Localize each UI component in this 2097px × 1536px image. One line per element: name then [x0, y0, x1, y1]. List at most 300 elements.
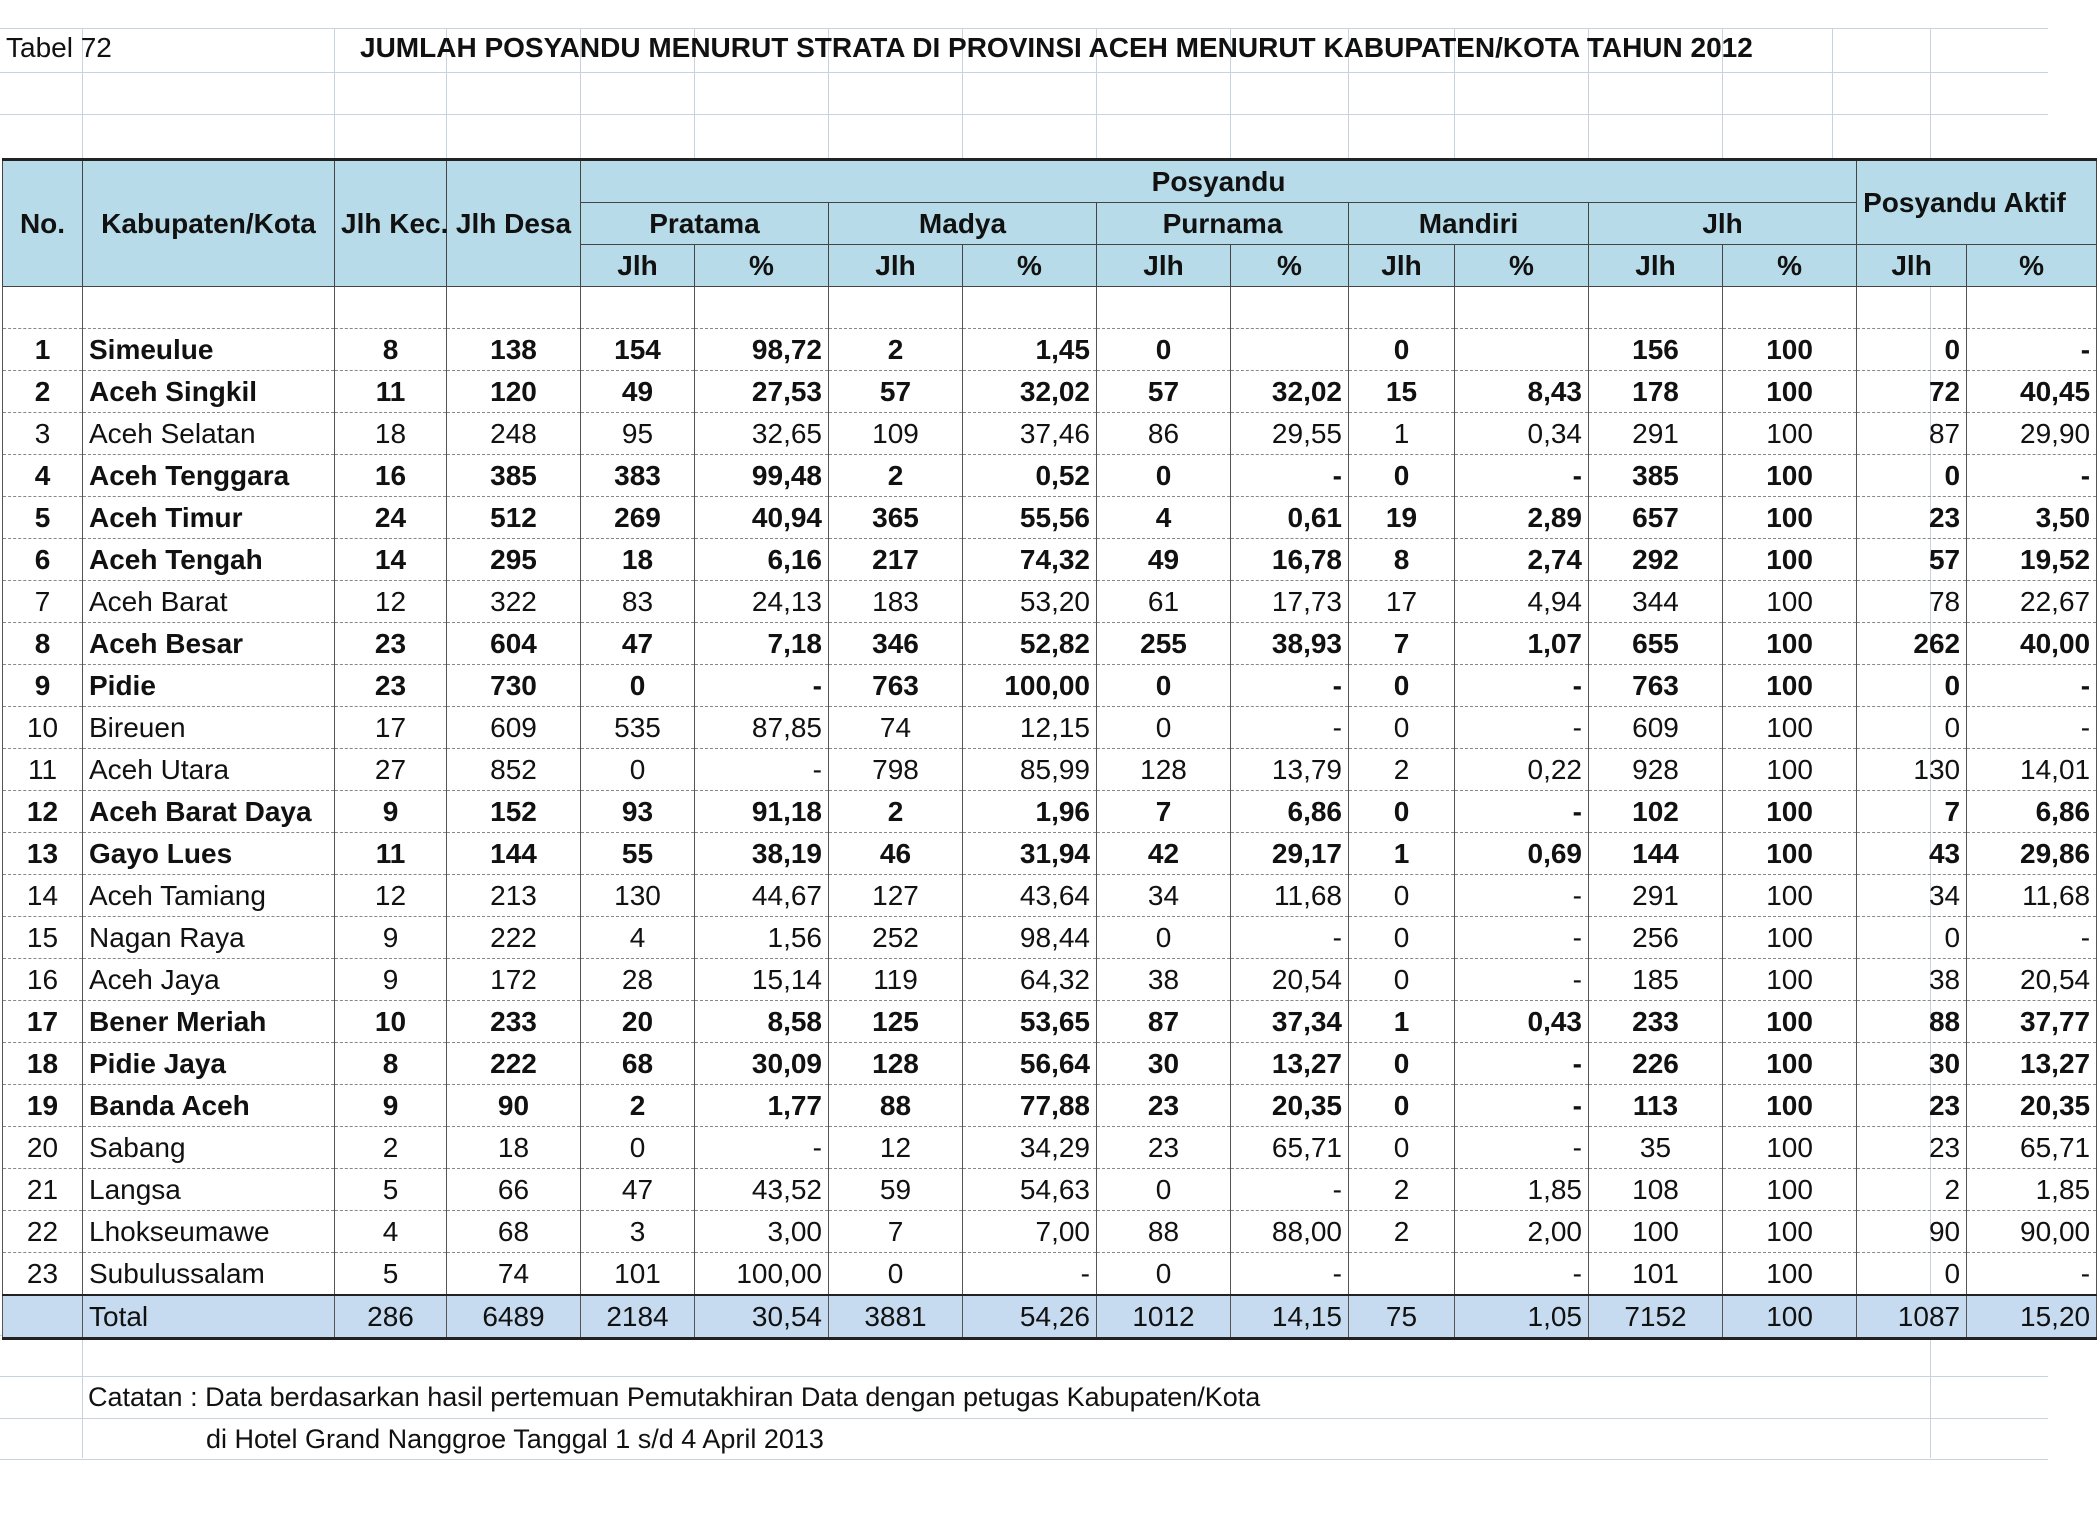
cell-desa: 604 — [447, 623, 581, 665]
cell-akt-p: 19,52 — [1967, 539, 2097, 581]
gridline — [1832, 28, 1833, 158]
table-row — [3, 665, 2097, 707]
cell-man: 75 — [1349, 1295, 1455, 1339]
footnote-line-1: Catatan : Data berdasarkan hasil pertemuan Pemutakhiran Data dengan petugas Kabupaten/Kota — [88, 1382, 1261, 1412]
cell-pra-p: 6,16 — [695, 539, 829, 581]
cell-name: Aceh Besar — [83, 623, 335, 665]
cell-kec: 10 — [335, 1001, 447, 1043]
cell-akt-p: - — [1967, 1253, 2097, 1296]
cell-jlh-p: 100 — [1723, 371, 1857, 413]
cell-desa: 172 — [447, 959, 581, 1001]
cell-mad-p: 32,02 — [963, 371, 1097, 413]
cell-no: 5 — [3, 497, 83, 539]
cell-akt-p: - — [1967, 917, 2097, 959]
cell-akt: 262 — [1857, 623, 1967, 665]
subheader-jlh: Jlh — [1349, 245, 1455, 287]
cell-mad: 59 — [829, 1169, 963, 1211]
cell-desa: 144 — [447, 833, 581, 875]
cell-mad-p: 54,63 — [963, 1169, 1097, 1211]
cell-mad-p: 54,26 — [963, 1295, 1097, 1339]
cell-mad: 7 — [829, 1211, 963, 1253]
table-row — [3, 707, 2097, 749]
cell-no: 1 — [3, 329, 83, 371]
cell-pra-p: 40,94 — [695, 497, 829, 539]
cell-name: Subulussalam — [83, 1253, 335, 1296]
cell-akt-p: 40,45 — [1967, 371, 2097, 413]
cell-pur-p: 16,78 — [1231, 539, 1349, 581]
cell-mad: 2 — [829, 455, 963, 497]
table-row — [3, 413, 2097, 455]
cell-jlh: 185 — [1589, 959, 1723, 1001]
cell-pur-p: 37,34 — [1231, 1001, 1349, 1043]
cell-man: 0 — [1349, 1043, 1455, 1085]
cell-mad-p: 37,46 — [963, 413, 1097, 455]
cell-jlh: 178 — [1589, 371, 1723, 413]
cell-name: Pidie — [83, 665, 335, 707]
cell-kec: 12 — [335, 581, 447, 623]
cell-pur-p: - — [1231, 707, 1349, 749]
cell-pur: 57 — [1097, 371, 1231, 413]
cell-pra: 49 — [581, 371, 695, 413]
cell-desa: 152 — [447, 791, 581, 833]
cell-name: Bireuen — [83, 707, 335, 749]
cell-man-p: 1,07 — [1455, 623, 1589, 665]
cell-man: 0 — [1349, 875, 1455, 917]
cell-pra: 18 — [581, 539, 695, 581]
cell-no: 7 — [3, 581, 83, 623]
cell-akt-p: - — [1967, 455, 2097, 497]
cell-jlh: 256 — [1589, 917, 1723, 959]
cell-pra-p: 27,53 — [695, 371, 829, 413]
total-row — [3, 1295, 2097, 1339]
cell-pur-p: 65,71 — [1231, 1127, 1349, 1169]
cell-man: 2 — [1349, 1211, 1455, 1253]
cell-name: Sabang — [83, 1127, 335, 1169]
table-row — [3, 581, 2097, 623]
table-row — [3, 371, 2097, 413]
blank-row — [3, 287, 2097, 329]
cell-pra: 0 — [581, 749, 695, 791]
cell-pur-p: - — [1231, 917, 1349, 959]
cell-pur: 4 — [1097, 497, 1231, 539]
cell-akt-p: - — [1967, 665, 2097, 707]
cell-man-p: 0,34 — [1455, 413, 1589, 455]
header-posyandu: Posyandu — [581, 160, 1857, 203]
cell-man-p: - — [1455, 875, 1589, 917]
cell-pur: 87 — [1097, 1001, 1231, 1043]
cell-jlh-p: 100 — [1723, 413, 1857, 455]
header-kabupaten: Kabupaten/Kota — [83, 160, 335, 287]
table-row — [3, 497, 2097, 539]
cell-man-p: 4,94 — [1455, 581, 1589, 623]
cell-desa: 68 — [447, 1211, 581, 1253]
cell-mad: 74 — [829, 707, 963, 749]
cell-man: 2 — [1349, 1169, 1455, 1211]
cell-pra: 2184 — [581, 1295, 695, 1339]
cell-pur: 0 — [1097, 707, 1231, 749]
cell-mad-p: - — [963, 1253, 1097, 1296]
cell-pra: 269 — [581, 497, 695, 539]
subheader-jlh: Jlh — [581, 245, 695, 287]
cell-pur: 0 — [1097, 329, 1231, 371]
cell-jlh: 385 — [1589, 455, 1723, 497]
cell-man: 1 — [1349, 413, 1455, 455]
table-row — [3, 875, 2097, 917]
cell-jlh-p: 100 — [1723, 833, 1857, 875]
cell-kec: 27 — [335, 749, 447, 791]
cell-man-p: 1,05 — [1455, 1295, 1589, 1339]
header-madya: Madya — [829, 203, 1097, 245]
cell-man: 0 — [1349, 455, 1455, 497]
cell-akt-p: - — [1967, 707, 2097, 749]
cell-akt-p: 20,54 — [1967, 959, 2097, 1001]
cell-mad-p: 12,15 — [963, 707, 1097, 749]
cell-kec: 5 — [335, 1253, 447, 1296]
cell-no: 9 — [3, 665, 83, 707]
cell-mad-p: 31,94 — [963, 833, 1097, 875]
table-row — [3, 623, 2097, 665]
cell-pra-p: 99,48 — [695, 455, 829, 497]
cell-no: 15 — [3, 917, 83, 959]
cell-desa: 6489 — [447, 1295, 581, 1339]
gridline — [0, 1376, 2048, 1377]
cell-jlh: 344 — [1589, 581, 1723, 623]
cell-no: 17 — [3, 1001, 83, 1043]
cell-no: 20 — [3, 1127, 83, 1169]
cell-pra: 28 — [581, 959, 695, 1001]
cell-desa: 233 — [447, 1001, 581, 1043]
cell-pur-p — [1231, 329, 1349, 371]
cell-pra: 383 — [581, 455, 695, 497]
cell-mad: 2 — [829, 791, 963, 833]
cell-pur-p: - — [1231, 665, 1349, 707]
cell-pra-p: 98,72 — [695, 329, 829, 371]
cell-pur: 128 — [1097, 749, 1231, 791]
table-row — [3, 455, 2097, 497]
table-row — [3, 329, 2097, 371]
cell-akt-p: 40,00 — [1967, 623, 2097, 665]
cell-pra-p: 43,52 — [695, 1169, 829, 1211]
subheader-percent: % — [695, 245, 829, 287]
cell-man: 1 — [1349, 833, 1455, 875]
gridline — [0, 72, 2048, 73]
cell-akt: 38 — [1857, 959, 1967, 1001]
cell-name: Aceh Barat — [83, 581, 335, 623]
cell-mad: 46 — [829, 833, 963, 875]
table-row — [3, 539, 2097, 581]
cell-kec: 24 — [335, 497, 447, 539]
cell-pra-p: 30,54 — [695, 1295, 829, 1339]
cell-akt-p: 22,67 — [1967, 581, 2097, 623]
cell-mad: 119 — [829, 959, 963, 1001]
cell-mad-p: 53,20 — [963, 581, 1097, 623]
cell-mad-p: 1,96 — [963, 791, 1097, 833]
cell-man-p: 2,89 — [1455, 497, 1589, 539]
page-title: JUMLAH POSYANDU MENURUT STRATA DI PROVINSI ACEH MENURUT KABUPATEN/KOTA TAHUN 2012 — [360, 32, 1753, 63]
cell-pur-p: 11,68 — [1231, 875, 1349, 917]
table-row — [3, 1001, 2097, 1043]
cell-pur: 0 — [1097, 917, 1231, 959]
cell-pra-p: 15,14 — [695, 959, 829, 1001]
cell-man-p: - — [1455, 791, 1589, 833]
cell-desa: 295 — [447, 539, 581, 581]
cell-akt: 88 — [1857, 1001, 1967, 1043]
cell-pra: 0 — [581, 1127, 695, 1169]
cell-man-p: - — [1455, 1253, 1589, 1296]
cell-akt: 0 — [1857, 329, 1967, 371]
cell-pur: 49 — [1097, 539, 1231, 581]
cell-jlh-p: 100 — [1723, 665, 1857, 707]
cell-mad: 88 — [829, 1085, 963, 1127]
cell-name: Banda Aceh — [83, 1085, 335, 1127]
cell-pur: 61 — [1097, 581, 1231, 623]
cell-akt: 57 — [1857, 539, 1967, 581]
cell-akt: 1087 — [1857, 1295, 1967, 1339]
cell-no: 23 — [3, 1253, 83, 1296]
cell-pra-p: 1,56 — [695, 917, 829, 959]
cell-no: 10 — [3, 707, 83, 749]
cell-pra: 68 — [581, 1043, 695, 1085]
cell-akt-p: 29,86 — [1967, 833, 2097, 875]
cell-pur-p: 29,55 — [1231, 413, 1349, 455]
cell-jlh-p: 100 — [1723, 875, 1857, 917]
cell-jlh: 226 — [1589, 1043, 1723, 1085]
cell-jlh-p: 100 — [1723, 1169, 1857, 1211]
cell-akt-p: 11,68 — [1967, 875, 2097, 917]
cell-no: 16 — [3, 959, 83, 1001]
cell-no: 18 — [3, 1043, 83, 1085]
cell-akt-p: 3,50 — [1967, 497, 2097, 539]
cell-jlh-p: 100 — [1723, 1253, 1857, 1296]
cell-pra: 130 — [581, 875, 695, 917]
cell-akt-p: 13,27 — [1967, 1043, 2097, 1085]
cell-man-p: - — [1455, 1085, 1589, 1127]
header-no: No. — [3, 160, 83, 287]
cell-akt-p: 1,85 — [1967, 1169, 2097, 1211]
data-table — [2, 158, 2097, 1340]
cell-jlh: 291 — [1589, 413, 1723, 455]
cell-name: Aceh Tengah — [83, 539, 335, 581]
table-row — [3, 1211, 2097, 1253]
cell-kec: 5 — [335, 1169, 447, 1211]
cell-desa: 609 — [447, 707, 581, 749]
cell-man-p: 0,69 — [1455, 833, 1589, 875]
cell-pur: 42 — [1097, 833, 1231, 875]
subheader-percent: % — [1231, 245, 1349, 287]
cell-mad-p: 34,29 — [963, 1127, 1097, 1169]
cell-pur-p: 13,79 — [1231, 749, 1349, 791]
cell-akt-p: 6,86 — [1967, 791, 2097, 833]
table-row — [3, 1085, 2097, 1127]
cell-pur: 1012 — [1097, 1295, 1231, 1339]
cell-akt: 87 — [1857, 413, 1967, 455]
cell-desa: 730 — [447, 665, 581, 707]
cell-mad-p: 0,52 — [963, 455, 1097, 497]
cell-pur: 0 — [1097, 1169, 1231, 1211]
gridline — [0, 1418, 2048, 1419]
cell-name: Gayo Lues — [83, 833, 335, 875]
cell-jlh: 102 — [1589, 791, 1723, 833]
cell-jlh-p: 100 — [1723, 1001, 1857, 1043]
cell-mad: 217 — [829, 539, 963, 581]
cell-desa: 322 — [447, 581, 581, 623]
cell-name: Aceh Jaya — [83, 959, 335, 1001]
cell-pra: 20 — [581, 1001, 695, 1043]
cell-akt-p: 65,71 — [1967, 1127, 2097, 1169]
subheader-percent: % — [1455, 245, 1589, 287]
cell-no: 4 — [3, 455, 83, 497]
cell-name: Aceh Tamiang — [83, 875, 335, 917]
cell-jlh-p: 100 — [1723, 329, 1857, 371]
cell-mad: 109 — [829, 413, 963, 455]
subheader-jlh: Jlh — [1589, 245, 1723, 287]
gridline — [0, 1459, 2048, 1460]
cell-pur: 38 — [1097, 959, 1231, 1001]
cell-name: Aceh Singkil — [83, 371, 335, 413]
cell-mad: 365 — [829, 497, 963, 539]
cell-man — [1349, 1253, 1455, 1296]
cell-desa: 74 — [447, 1253, 581, 1296]
cell-man: 1 — [1349, 1001, 1455, 1043]
cell-kec: 9 — [335, 791, 447, 833]
cell-pur-p: - — [1231, 1253, 1349, 1296]
cell-no: 13 — [3, 833, 83, 875]
cell-akt: 43 — [1857, 833, 1967, 875]
cell-no: 2 — [3, 371, 83, 413]
cell-kec: 2 — [335, 1127, 447, 1169]
cell-man: 7 — [1349, 623, 1455, 665]
cell-name: Total — [83, 1295, 335, 1339]
cell-man: 0 — [1349, 665, 1455, 707]
cell-pra: 95 — [581, 413, 695, 455]
cell-pur-p: 38,93 — [1231, 623, 1349, 665]
cell-mad-p: 56,64 — [963, 1043, 1097, 1085]
cell-pur-p: 32,02 — [1231, 371, 1349, 413]
table-row — [3, 749, 2097, 791]
cell-mad-p: 1,45 — [963, 329, 1097, 371]
cell-mad-p: 64,32 — [963, 959, 1097, 1001]
cell-mad: 128 — [829, 1043, 963, 1085]
table-row — [3, 959, 2097, 1001]
cell-mad-p: 74,32 — [963, 539, 1097, 581]
cell-pra-p: 100,00 — [695, 1253, 829, 1296]
cell-pra-p: - — [695, 665, 829, 707]
cell-pra: 154 — [581, 329, 695, 371]
header-kecamatan: Jlh Kec. — [335, 160, 447, 287]
cell-desa: 90 — [447, 1085, 581, 1127]
cell-jlh-p: 100 — [1723, 1127, 1857, 1169]
cell-kec: 16 — [335, 455, 447, 497]
cell-no: 3 — [3, 413, 83, 455]
cell-pur: 88 — [1097, 1211, 1231, 1253]
cell-kec: 4 — [335, 1211, 447, 1253]
cell-man-p: - — [1455, 665, 1589, 707]
cell-akt: 130 — [1857, 749, 1967, 791]
cell-desa: 222 — [447, 1043, 581, 1085]
cell-man-p: 1,85 — [1455, 1169, 1589, 1211]
table-row — [3, 1043, 2097, 1085]
cell-man: 0 — [1349, 329, 1455, 371]
cell-jlh: 7152 — [1589, 1295, 1723, 1339]
cell-name: Nagan Raya — [83, 917, 335, 959]
cell-pra-p: 91,18 — [695, 791, 829, 833]
cell-mad-p: 43,64 — [963, 875, 1097, 917]
cell-mad: 3881 — [829, 1295, 963, 1339]
cell-pur: 23 — [1097, 1127, 1231, 1169]
cell-kec: 8 — [335, 329, 447, 371]
cell-pra: 2 — [581, 1085, 695, 1127]
cell-kec: 17 — [335, 707, 447, 749]
cell-akt: 72 — [1857, 371, 1967, 413]
cell-jlh: 609 — [1589, 707, 1723, 749]
cell-pra: 4 — [581, 917, 695, 959]
cell-man-p: - — [1455, 917, 1589, 959]
cell-pra-p: 38,19 — [695, 833, 829, 875]
cell-jlh: 657 — [1589, 497, 1723, 539]
cell-jlh: 928 — [1589, 749, 1723, 791]
cell-mad: 127 — [829, 875, 963, 917]
cell-mad: 798 — [829, 749, 963, 791]
cell-jlh-p: 100 — [1723, 623, 1857, 665]
cell-jlh: 100 — [1589, 1211, 1723, 1253]
cell-jlh-p: 100 — [1723, 707, 1857, 749]
cell-pra: 47 — [581, 623, 695, 665]
cell-mad-p: 7,00 — [963, 1211, 1097, 1253]
cell-desa: 512 — [447, 497, 581, 539]
table-row — [3, 1253, 2097, 1296]
cell-akt: 78 — [1857, 581, 1967, 623]
cell-name: Aceh Timur — [83, 497, 335, 539]
table-body — [3, 287, 2097, 1339]
cell-pra-p: 44,67 — [695, 875, 829, 917]
cell-kec: 11 — [335, 833, 447, 875]
cell-pra-p: 87,85 — [695, 707, 829, 749]
cell-jlh-p: 100 — [1723, 791, 1857, 833]
cell-mad-p: 55,56 — [963, 497, 1097, 539]
cell-akt: 0 — [1857, 1253, 1967, 1296]
cell-mad: 0 — [829, 1253, 963, 1296]
cell-akt: 23 — [1857, 1127, 1967, 1169]
cell-pra: 47 — [581, 1169, 695, 1211]
subheader-jlh: Jlh — [1857, 245, 1967, 287]
cell-kec: 9 — [335, 959, 447, 1001]
cell-name: Lhokseumawe — [83, 1211, 335, 1253]
cell-man: 8 — [1349, 539, 1455, 581]
gridline — [0, 28, 2048, 29]
cell-pra: 55 — [581, 833, 695, 875]
cell-man-p: - — [1455, 455, 1589, 497]
subheader-percent: % — [963, 245, 1097, 287]
table-row — [3, 1127, 2097, 1169]
cell-jlh: 292 — [1589, 539, 1723, 581]
cell-kec: 23 — [335, 665, 447, 707]
cell-mad-p: 52,82 — [963, 623, 1097, 665]
cell-name: Langsa — [83, 1169, 335, 1211]
cell-akt-p: 14,01 — [1967, 749, 2097, 791]
cell-akt-p: 29,90 — [1967, 413, 2097, 455]
cell-jlh-p: 100 — [1723, 749, 1857, 791]
table-row — [3, 1169, 2097, 1211]
cell-man-p: - — [1455, 707, 1589, 749]
cell-pra-p: 7,18 — [695, 623, 829, 665]
cell-pur-p: 13,27 — [1231, 1043, 1349, 1085]
cell-man: 0 — [1349, 707, 1455, 749]
cell-kec: 23 — [335, 623, 447, 665]
cell-jlh: 113 — [1589, 1085, 1723, 1127]
cell-man: 0 — [1349, 1127, 1455, 1169]
cell-man-p: 8,43 — [1455, 371, 1589, 413]
cell-jlh-p: 100 — [1723, 959, 1857, 1001]
